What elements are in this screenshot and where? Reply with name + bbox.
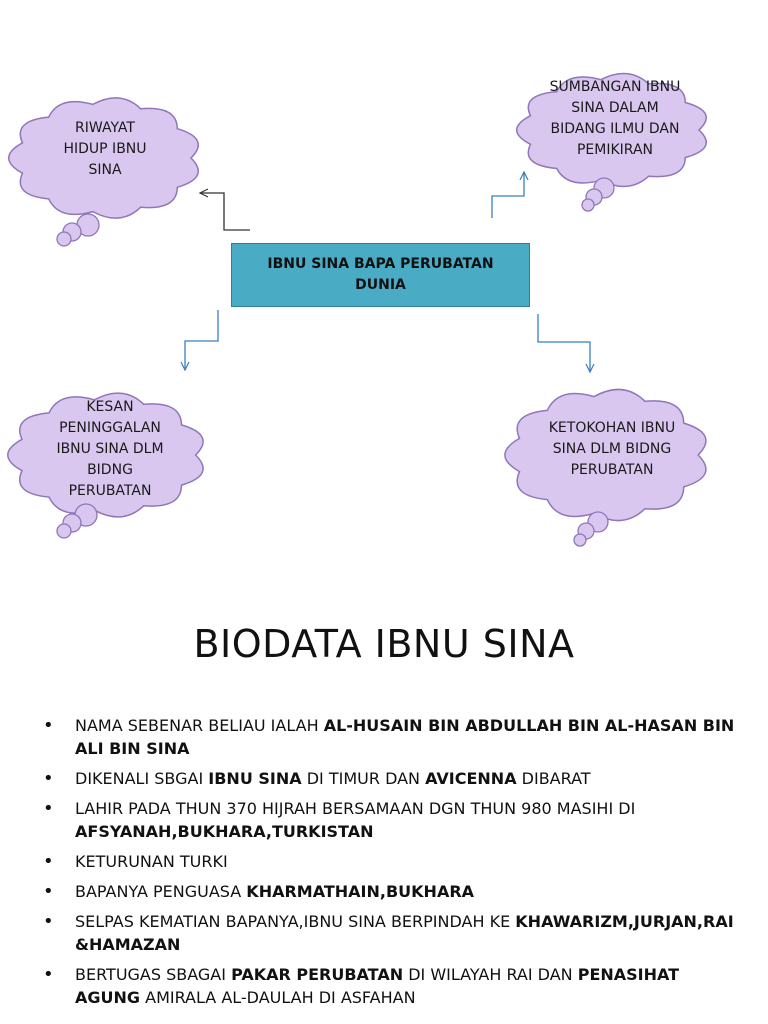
cloud-line: SINA (88, 162, 122, 178)
connector-bottom-left (185, 310, 218, 370)
biodata-bullet-list (40, 714, 740, 1016)
biodata-bullet-item (40, 767, 740, 790)
cloud-line: PERUBATAN (68, 483, 152, 499)
cloud-line: SINA DALAM (571, 100, 659, 116)
bullet-text: NAMA SEBENAR BELIAU IALAH (75, 716, 324, 735)
connector-bottom-right (538, 314, 590, 372)
bullet-text: BAPANYA PENGUASA (75, 882, 247, 901)
biodata-bullet-item (40, 797, 740, 843)
bullet-text: AMIRALA AL-DAULAH DI ASFAHAN (140, 988, 416, 1007)
biodata-bullet-item (40, 880, 740, 903)
cloud-line: KETOKOHAN IBNU (548, 420, 676, 436)
central-topic-box (231, 243, 530, 307)
cloud-line: KESAN (86, 399, 134, 415)
cloud-label-ketokohan (507, 418, 717, 481)
connector-top-right (492, 172, 524, 218)
connector-top-left (200, 193, 250, 230)
cloud-line: PENINGGALAN (59, 420, 161, 436)
cloud-line: PERUBATAN (570, 462, 654, 478)
cloud-label-riwayat-hidup (20, 118, 190, 181)
bullet-bold-text: KHAWARIZM,JURJAN,RAI &HAMAZAN (75, 912, 734, 954)
bullet-text: KETURUNAN TURKI (75, 852, 228, 871)
cloud-line: HIDUP IBNU (63, 141, 147, 157)
bullet-text: BERTUGAS SBAGAI (75, 965, 232, 984)
cloud-label-sumbangan (515, 77, 715, 161)
bullet-bold-text: AFSYANAH,BUKHARA,TURKISTAN (75, 822, 374, 841)
cloud-line: SINA DLM BIDNG (552, 441, 672, 457)
cloud-tail-bubble (582, 199, 594, 211)
cloud-line: PEMIKIRAN (576, 142, 653, 158)
bullet-text: DIBARAT (516, 769, 591, 788)
cloud-line: SUMBANGAN IBNU (549, 79, 681, 95)
cloud-line: BIDNG (87, 462, 133, 478)
biodata-bullet-item (40, 714, 740, 760)
bullet-bold-text: IBNU SINA (208, 769, 302, 788)
cloud-line: RIWAYAT (75, 120, 135, 136)
bullet-text: DI WILAYAH RAI DAN (403, 965, 578, 984)
cloud-line: BIDANG ILMU DAN (550, 121, 680, 137)
cloud-label-kesan-peninggalan (15, 397, 205, 502)
bullet-bold-text: PENASIHAT AGUNG (75, 965, 680, 1007)
cloud-tail-bubble (57, 232, 71, 246)
bullet-bold-text: AL-HUSAIN BIN ABDULLAH BIN AL-HASAN BIN ALI BIN SINA (75, 716, 735, 758)
bullet-text: SELPAS KEMATIAN BAPANYA,IBNU SINA BERPINDAH KE (75, 912, 516, 931)
bullet-text: DI TIMUR DAN (301, 769, 426, 788)
cloud-line: IBNU SINA DLM (56, 441, 164, 457)
bullet-text: DIKENALI SBGAI (75, 769, 209, 788)
bullet-bold-text: KHARMATHAIN,BUKHARA (246, 882, 475, 901)
biodata-bullet-item (40, 963, 740, 1009)
bullet-text: LAHIR PADA THUN 370 HIJRAH BERSAMAAN DGN THUN 980 MASIHI DI (75, 799, 636, 818)
bullet-bold-text: PAKAR PERUBATAN (231, 965, 404, 984)
biodata-bullet-item (40, 910, 740, 956)
biodata-bullet-item (40, 850, 740, 873)
bullet-bold-text: AVICENNA (425, 769, 517, 788)
page-title: BIODATA IBNU SINA (193, 622, 575, 666)
cloud-tail-bubble (574, 534, 586, 546)
cloud-tail-bubble (57, 524, 71, 538)
central-topic-label: IBNU SINA BAPA PERUBATAN DUNIA (267, 256, 494, 293)
